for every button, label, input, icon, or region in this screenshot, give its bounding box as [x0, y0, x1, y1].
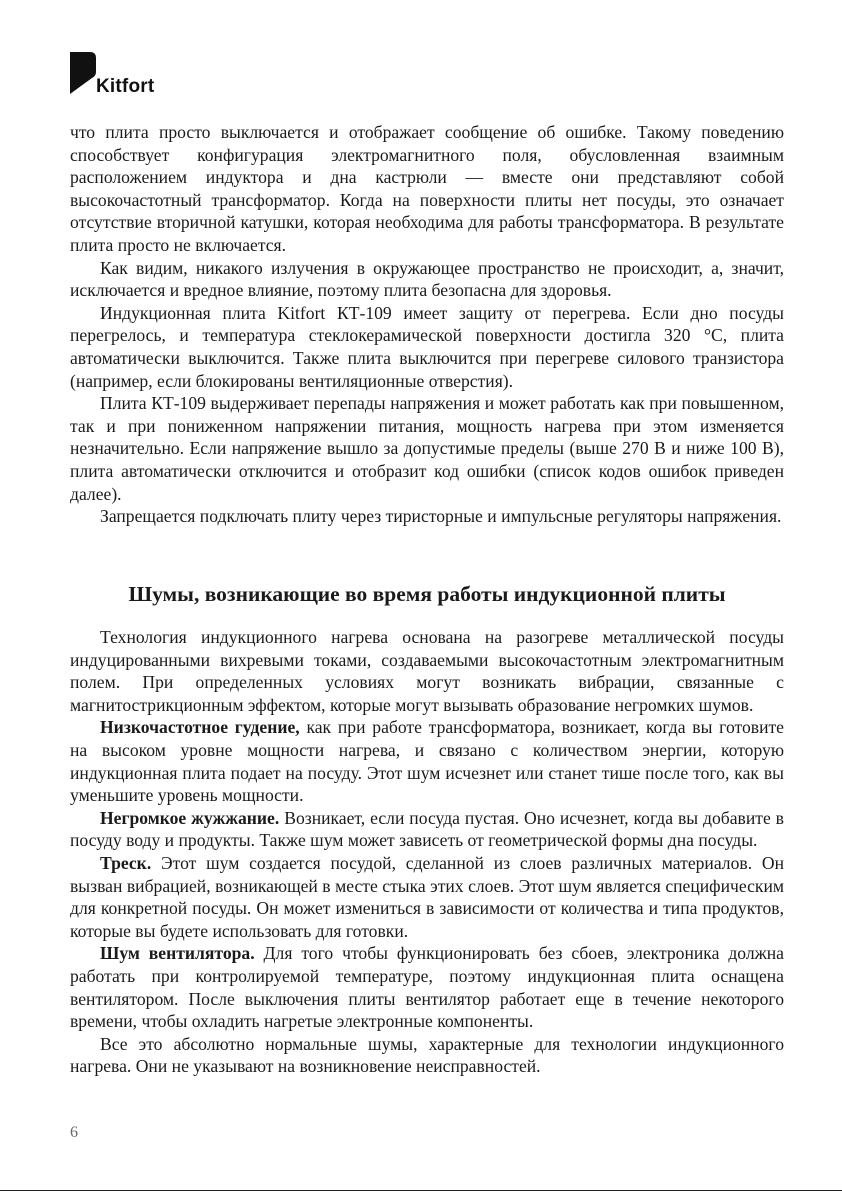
section-heading: Шумы, возникающие во время работы индукционной плиты [128, 582, 726, 606]
kitfort-logo-mark-icon [68, 50, 98, 96]
noise-term: Треск. [100, 852, 152, 873]
noise-item [70, 942, 784, 1032]
intro-text [70, 121, 784, 528]
section-outro: Все это абсолютно нормальные шумы, характерные для технологии индукционного нагрева. Они не указывают на возникновение неисправностей. [70, 1033, 784, 1077]
noise-description: Возникает, если посуда пустая. Оно исчезнет, когда вы добавите в посуду воду и продукты. Также шум может зависеть от геометрической формы дна посуды. [70, 807, 784, 851]
logo-text: Kitfort [96, 76, 155, 97]
noise-item [70, 716, 784, 806]
paragraph: что плита просто выключается и отображает сообщение об ошибке. Такому поведению способствует конфигурация электромагнитного поля, обусловленная взаимным расположением индуктора и дна кастрюли — вместе они представляют собой высокочастотный трансформатор. Когда на поверхности плиты нет посуды, это означает отсутствие вторичной катушки, которая необходима для работы трансформатора. В результате плита просто не включается. [70, 122, 784, 255]
paragraph: Запрещается подключать плиту через тиристорные и импульсные регуляторы напряжения. [100, 506, 782, 527]
noise-item [70, 807, 784, 852]
noise-description: как при работе трансформатора, возникает, когда вы готовите на высоком уровне мощности нагрева, и связано с количеством энергии, которую индукционная плита подает на посуду. Этот шум исчезнет или станет тише после того, как вы уменьшите уровень мощности. [70, 717, 784, 806]
section-intro: Технология индукционного нагрева основана на разогреве металлической посуды индуцированными вихревыми токами, создаваемыми высокочастотным электромагнитным полем. При определенных условиях могут возникать вибрации, связанные с магнитострикционным эффектом, которые могут вызывать образование негромких шумов. [70, 627, 784, 715]
bottom-rule [0, 1190, 842, 1191]
paragraph: Плита КТ-109 выдерживает перепады напряжения и может работать как при повышенном, так и при пониженном напряжении питания, мощность нагрева при этом изменяется незначительно. Если напряжение вышло за допустимые пределы (выше 270 В и ниже 100 В), плита автоматически отключится и отобразит код ошибки (список кодов ошибок приведен далее). [70, 393, 784, 504]
noise-description: Для того чтобы функционировать без сбоев, электроника должна работать при контролируемой температуре, поэтому индукционная плита оснащена вентилятором. После выключения плиты вентилятор работает еще в течение некоторого времени, чтобы охладить нагретые электронные компоненты. [70, 943, 784, 1032]
noise-item [70, 852, 784, 942]
paragraph: Как видим, никакого излучения в окружающее пространство не происходит, а, значит, исключается и вредное влияние, поэтому плита безопасна для здоровья. [70, 257, 784, 301]
noise-term: Шум вентилятора. [100, 943, 255, 964]
kitfort-logo [68, 50, 188, 98]
noise-term: Низкочастотное гудение, [100, 717, 300, 738]
paragraph: Индукционная плита Kitfort КТ-109 имеет защиту от перегрева. Если дно посуды перегрелось, и температура стеклокерамической поверхности достигла 320 °C, плита автоматически выключится. Также плита выключится при перегреве силового транзистора (например, если блокированы вентиляционные отверстия). [70, 302, 784, 391]
page-number: 6 [70, 1124, 78, 1141]
noise-term: Негромкое жужжание. [100, 807, 280, 828]
section-body [70, 626, 784, 1078]
noise-description: Этот шум создается посудой, сделанной из слоев различных материалов. Он вызван вибрацией, возникающей в месте стыка этих слоев. Этот шум является специфическим для конкретной посуды. Он может измениться в зависимости от количества и типа продуктов, которые вы будете использовать для готовки. [70, 852, 784, 941]
